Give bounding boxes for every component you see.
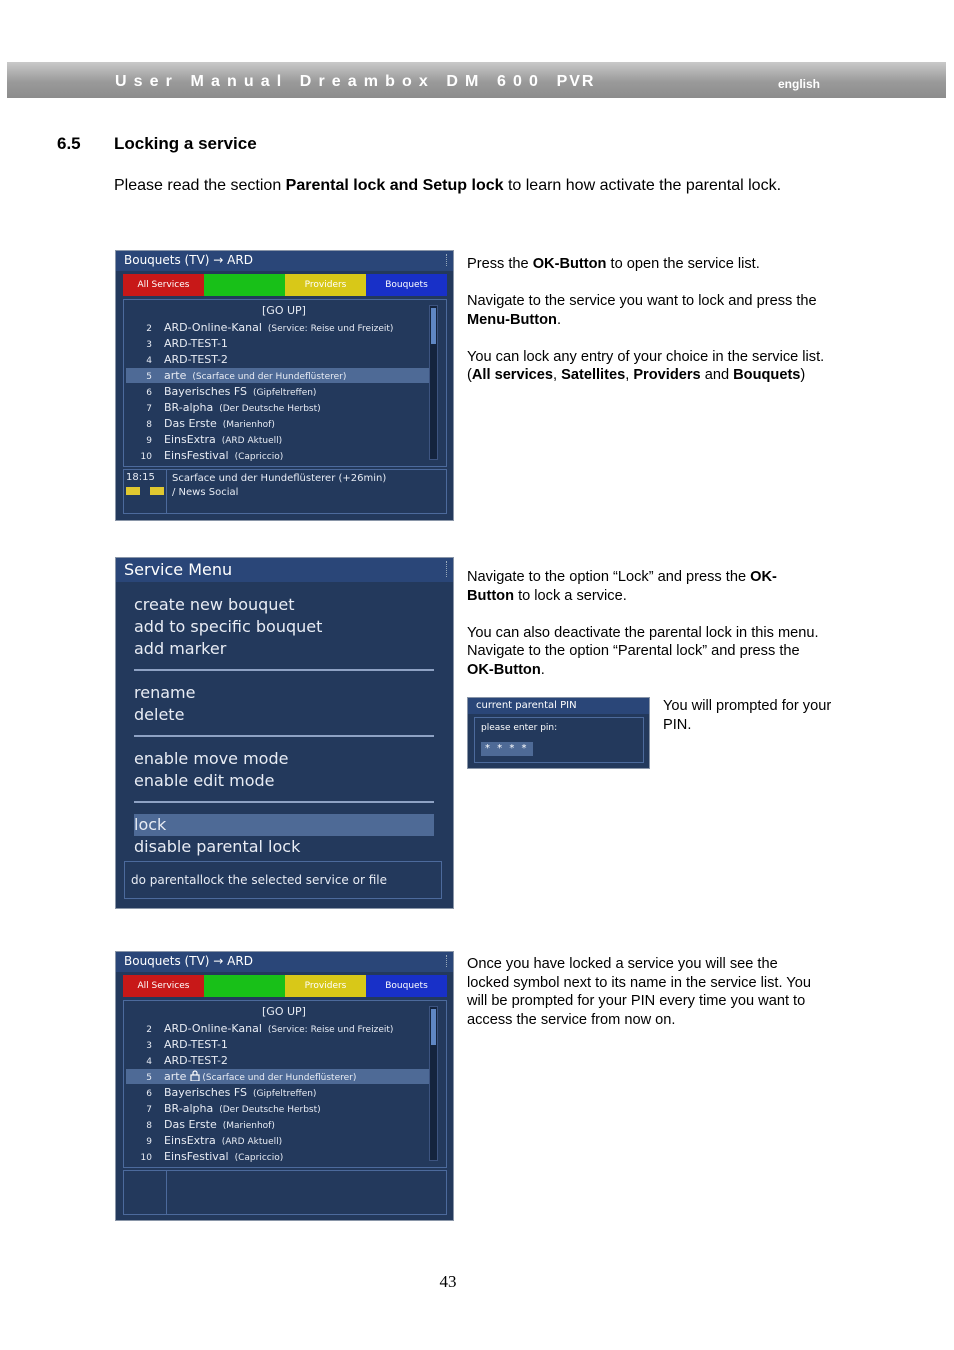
list-item[interactable]: 6 Bayerisches FS (Gipfeltreffen) [146, 385, 317, 398]
epg-info-panel [123, 1170, 447, 1215]
service-list-screenshot [115, 250, 454, 521]
list-item-selected[interactable]: 5 arte (Scarface und der Hundeflüsterer) [126, 368, 432, 383]
providers-button[interactable]: Providers [285, 975, 366, 997]
list-scrollbar[interactable] [429, 305, 438, 460]
list-item[interactable]: 8 Das Erste (Marienhof) [146, 417, 275, 430]
teletext-icon [150, 487, 164, 495]
header-title: User Manual Dreambox DM 600 PVR [115, 73, 596, 90]
menu-hint: do parentallock the selected service or file [124, 861, 442, 899]
corner-grip-icon [446, 561, 450, 577]
corner-grip-icon [446, 254, 450, 266]
bouquets-button[interactable]: Bouquets [366, 274, 447, 296]
step2-text: Navigate to the option “Lock” and press the OK-Button to lock a service. You can also deactivate the parental lock in this menu. Navigate to the option “Parental lock” and press the OK-Button. [467, 569, 819, 678]
step3-text: Once you have locked a service you will see the locked symbol next to its name in the service list. You will be prompted for your PIN every time you want to access the service from now on. [467, 956, 811, 1028]
go-up-item[interactable]: [GO UP] [262, 304, 306, 317]
pin-input[interactable]: * * * * [481, 742, 533, 756]
scroll-thumb[interactable] [431, 1009, 436, 1045]
channel-list [123, 1000, 447, 1168]
list-item[interactable]: 10 EinsFestival (Capriccio) [140, 1150, 284, 1163]
list-item[interactable]: 4 ARD-TEST-2 [146, 1054, 228, 1067]
menu-add-to-specific-bouquet[interactable]: add to specific bouquet [134, 617, 323, 636]
section-title: Locking a service [114, 134, 257, 153]
list-scrollbar[interactable] [429, 1006, 438, 1161]
menu-add-marker[interactable]: add marker [134, 639, 227, 658]
intro-paragraph: Please read the section Parental lock and Setup lock to learn how activate the parental lock. [114, 177, 782, 194]
menu-disable-parental-lock[interactable]: disable parental lock [134, 837, 301, 856]
locked-service-list-screenshot [115, 951, 454, 1221]
list-item[interactable]: 6 Bayerisches FS (Gipfeltreffen) [146, 1086, 317, 1099]
green-button[interactable] [204, 274, 285, 296]
list-item[interactable]: 8 Das Erste (Marienhof) [146, 1118, 275, 1131]
dolby-icon [126, 487, 140, 495]
epg-info-panel [123, 469, 447, 514]
pin-dialog-screenshot [467, 697, 650, 769]
screen-title: Bouquets (TV) → ARD [116, 952, 453, 972]
pin-label: please enter pin: [481, 723, 558, 733]
list-item[interactable]: 7 BR-alpha (Der Deutsche Herbst) [146, 401, 321, 414]
list-item[interactable]: 9 EinsExtra (ARD Aktuell) [146, 1134, 283, 1147]
menu-separator [134, 801, 434, 803]
corner-grip-icon [446, 955, 450, 967]
epg-time: 18:15 [126, 472, 155, 483]
menu-separator [134, 735, 434, 737]
list-item[interactable]: 2 ARD-Online-Kanal (Service: Reise und Freizeit) [146, 1022, 394, 1035]
channel-list [123, 299, 447, 467]
lock-icon [190, 1070, 200, 1081]
menu-lock[interactable]: lock [134, 814, 434, 836]
menu-create-new-bouquet[interactable]: create new bouquet [134, 595, 295, 614]
providers-button[interactable]: Providers [285, 274, 366, 296]
menu-enable-edit-mode[interactable]: enable edit mode [134, 771, 275, 790]
list-item[interactable]: 10 EinsFestival (Capriccio) [140, 449, 284, 462]
pin-dialog-title: current parental PIN [468, 698, 649, 714]
color-buttons [123, 274, 447, 296]
green-button[interactable] [204, 975, 285, 997]
go-up-item[interactable]: [GO UP] [262, 1005, 306, 1018]
header-language: english [778, 77, 821, 91]
scroll-thumb[interactable] [431, 308, 436, 344]
all-services-button[interactable]: All Services [123, 274, 204, 296]
list-item[interactable]: 9 EinsExtra (ARD Aktuell) [146, 433, 283, 446]
menu-separator [134, 669, 434, 671]
list-item[interactable]: 4 ARD-TEST-2 [146, 353, 228, 366]
bouquets-button[interactable]: Bouquets [366, 975, 447, 997]
epg-text: Scarface und der Hundeflüsterer (+26min) / News Social [172, 473, 387, 498]
screen-title: Service Menu [116, 558, 453, 582]
list-item[interactable]: 2 ARD-Online-Kanal (Service: Reise und Freizeit) [146, 321, 394, 334]
menu-rename[interactable]: rename [134, 683, 196, 702]
step1-text: Press the OK-Button to open the service list. Navigate to the service you want to lock and press the Menu-Button. You can lock any entry of your choice in the service list. (All services, Satellites, Providers and Bouquets) [467, 256, 825, 383]
all-services-button[interactable]: All Services [123, 975, 204, 997]
menu-delete[interactable]: delete [134, 705, 185, 724]
page-header [7, 62, 946, 98]
list-item-selected[interactable]: 5 arte (Scarface und der Hundeflüsterer) [126, 1069, 432, 1084]
list-item[interactable]: 7 BR-alpha (Der Deutsche Herbst) [146, 1102, 321, 1115]
menu-enable-move-mode[interactable]: enable move mode [134, 749, 289, 768]
service-menu-screenshot [115, 557, 454, 909]
section-number: 6.5 [57, 134, 81, 153]
screen-title: Bouquets (TV) → ARD [116, 251, 453, 271]
list-item[interactable]: 3 ARD-TEST-1 [146, 337, 228, 350]
list-item[interactable]: 3 ARD-TEST-1 [146, 1038, 228, 1051]
color-buttons [123, 975, 447, 997]
page-number: 43 [439, 1272, 457, 1291]
pin-prompt-text: You will prompted for your PIN. [663, 698, 832, 733]
